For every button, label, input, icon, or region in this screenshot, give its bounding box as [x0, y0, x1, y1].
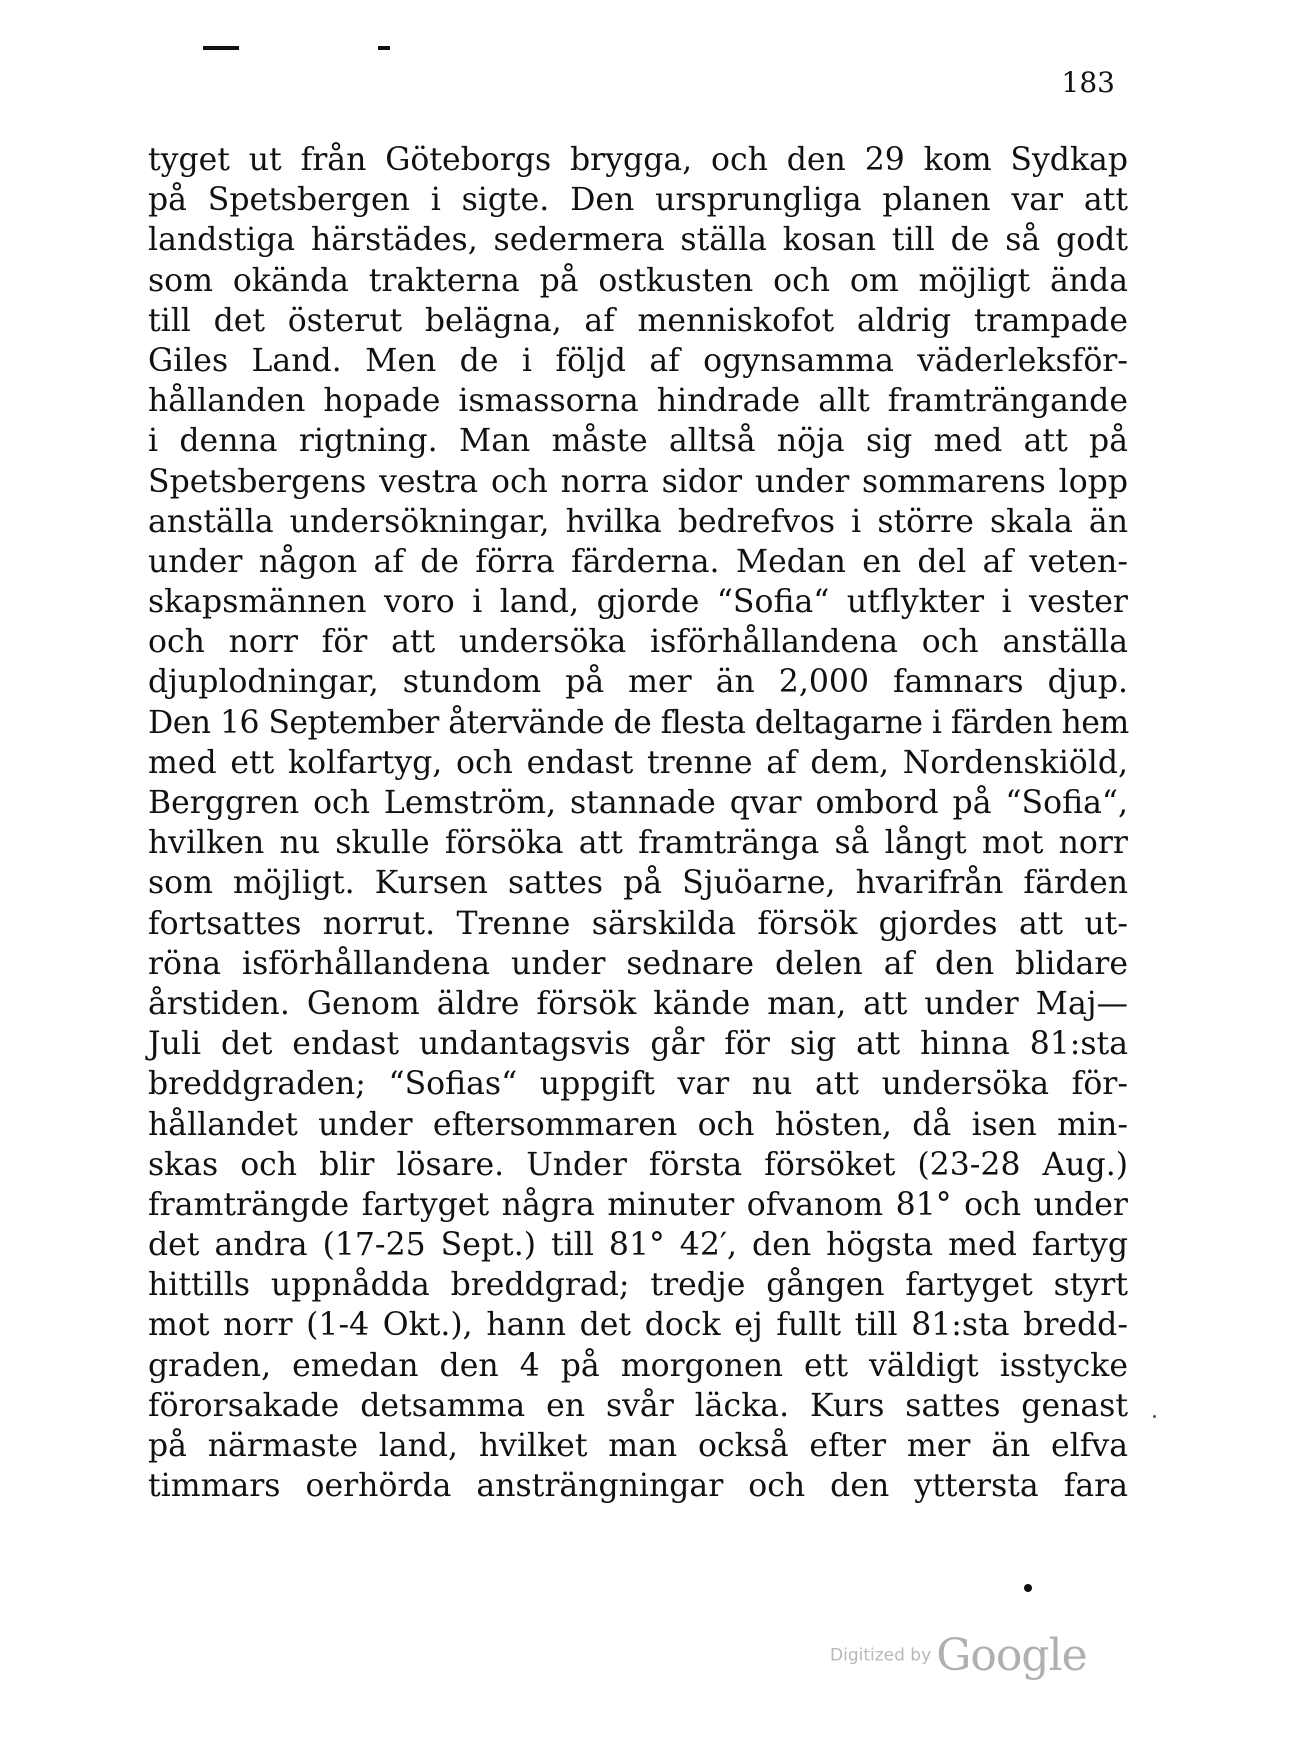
text-line: landstiga härstädes, sedermera ställa kosan till de så godt [148, 222, 1128, 259]
text-line: i denna rigtning. Man måste alltså nöja sig med att på [148, 423, 1128, 460]
page-number: 183 [1061, 66, 1115, 99]
text-line: det andra (17-25 Sept.) till 81° 42′, den högsta med fartyg [148, 1227, 1128, 1264]
header-rule-long [203, 46, 239, 50]
text-line: framträngde fartyget några minuter ofvanom 81° och under [148, 1186, 1128, 1223]
text-line: fortsattes norrut. Trenne särskilda försök gjordes att ut- [148, 905, 1128, 942]
text-line: anställa undersökningar, hvilka bedrefvos i större skala än [148, 503, 1128, 540]
text-line: hållanden hopade ismassorna hindrade allt framträngande [148, 383, 1128, 420]
text-line: hållandet under eftersommaren och hösten, då isen min- [148, 1106, 1128, 1143]
text-line: årstiden. Genom äldre försök kände man, att under Maj— [148, 985, 1128, 1022]
text-line: djuplodningar, stundom på mer än 2,000 famnars djup. [148, 664, 1128, 701]
text-line: Den 16 September återvände de flesta deltagarne i färden hem [148, 704, 1129, 741]
text-line: Juli det endast undantagsvis går för sig att hinna 81:sta [148, 1026, 1128, 1063]
ink-speck [1153, 1415, 1156, 1418]
text-line: graden, emedan den 4 på morgonen ett väldigt isstycke [148, 1347, 1128, 1384]
header-rule-short [378, 46, 390, 50]
text-line: med ett kolfartyg, och endast trenne af dem, Nordenskiöld, [148, 744, 1128, 781]
text-line: till det österut belägna, af menniskofot aldrig trampade [148, 302, 1128, 339]
text-line: som möjligt. Kursen sattes på Sjuöarne, hvarifrån färden [148, 865, 1128, 902]
text-line: breddgraden; “Sofias“ uppgift var nu att undersöka för- [148, 1066, 1128, 1103]
text-line: röna isförhållandena under sednare delen af den blidare [148, 945, 1128, 982]
text-line: skas och blir lösare. Under första försöket (23-28 Aug.) [148, 1146, 1128, 1183]
text-line: hittills uppnådda breddgrad; tredje gången fartyget styrt [148, 1267, 1128, 1304]
text-line: mot norr (1-4 Okt.), hann det dock ej fullt till 81:sta bredd- [148, 1307, 1128, 1344]
text-line: och norr för att undersöka isförhållandena och anställa [148, 624, 1128, 661]
text-line: Giles Land. Men de i följd af ogynsamma väderleksför- [148, 342, 1128, 379]
text-line: förorsakade detsamma en svår läcka. Kurs sattes genast [148, 1387, 1128, 1424]
text-line: under någon af de förra färderna. Medan en del af veten- [148, 543, 1128, 580]
text-line: hvilken nu skulle försöka att framtränga så långt mot norr [148, 825, 1128, 862]
google-logo: Google [936, 1630, 1087, 1681]
body-text [148, 140, 1128, 1506]
text-line: tyget ut från Göteborgs brygga, och den 29 kom Sydkap [148, 142, 1128, 178]
text-line: på Spetsbergen i sigte. Den ursprungliga planen var att [148, 182, 1128, 219]
ink-dot [1024, 1584, 1032, 1592]
text-line: Spetsbergens vestra och norra sidor under sommarens lopp [148, 463, 1128, 500]
text-line: skapsmännen voro i land, gjorde “Sofia“ utflykter i vester [148, 584, 1128, 621]
text-line: som okända trakterna på ostkusten och om möjligt ända [148, 262, 1128, 299]
text-line: på närmaste land, hvilket man också efter mer än elfva [148, 1428, 1128, 1464]
digitized-watermark [830, 1630, 1087, 1681]
text-line: Berggren och Lemström, stannade qvar ombord på “Sofia“, [148, 785, 1128, 821]
watermark-prefix: Digitized by [830, 1645, 932, 1666]
text-line: timmars oerhörda ansträngningar och den yttersta fara [148, 1468, 1128, 1505]
